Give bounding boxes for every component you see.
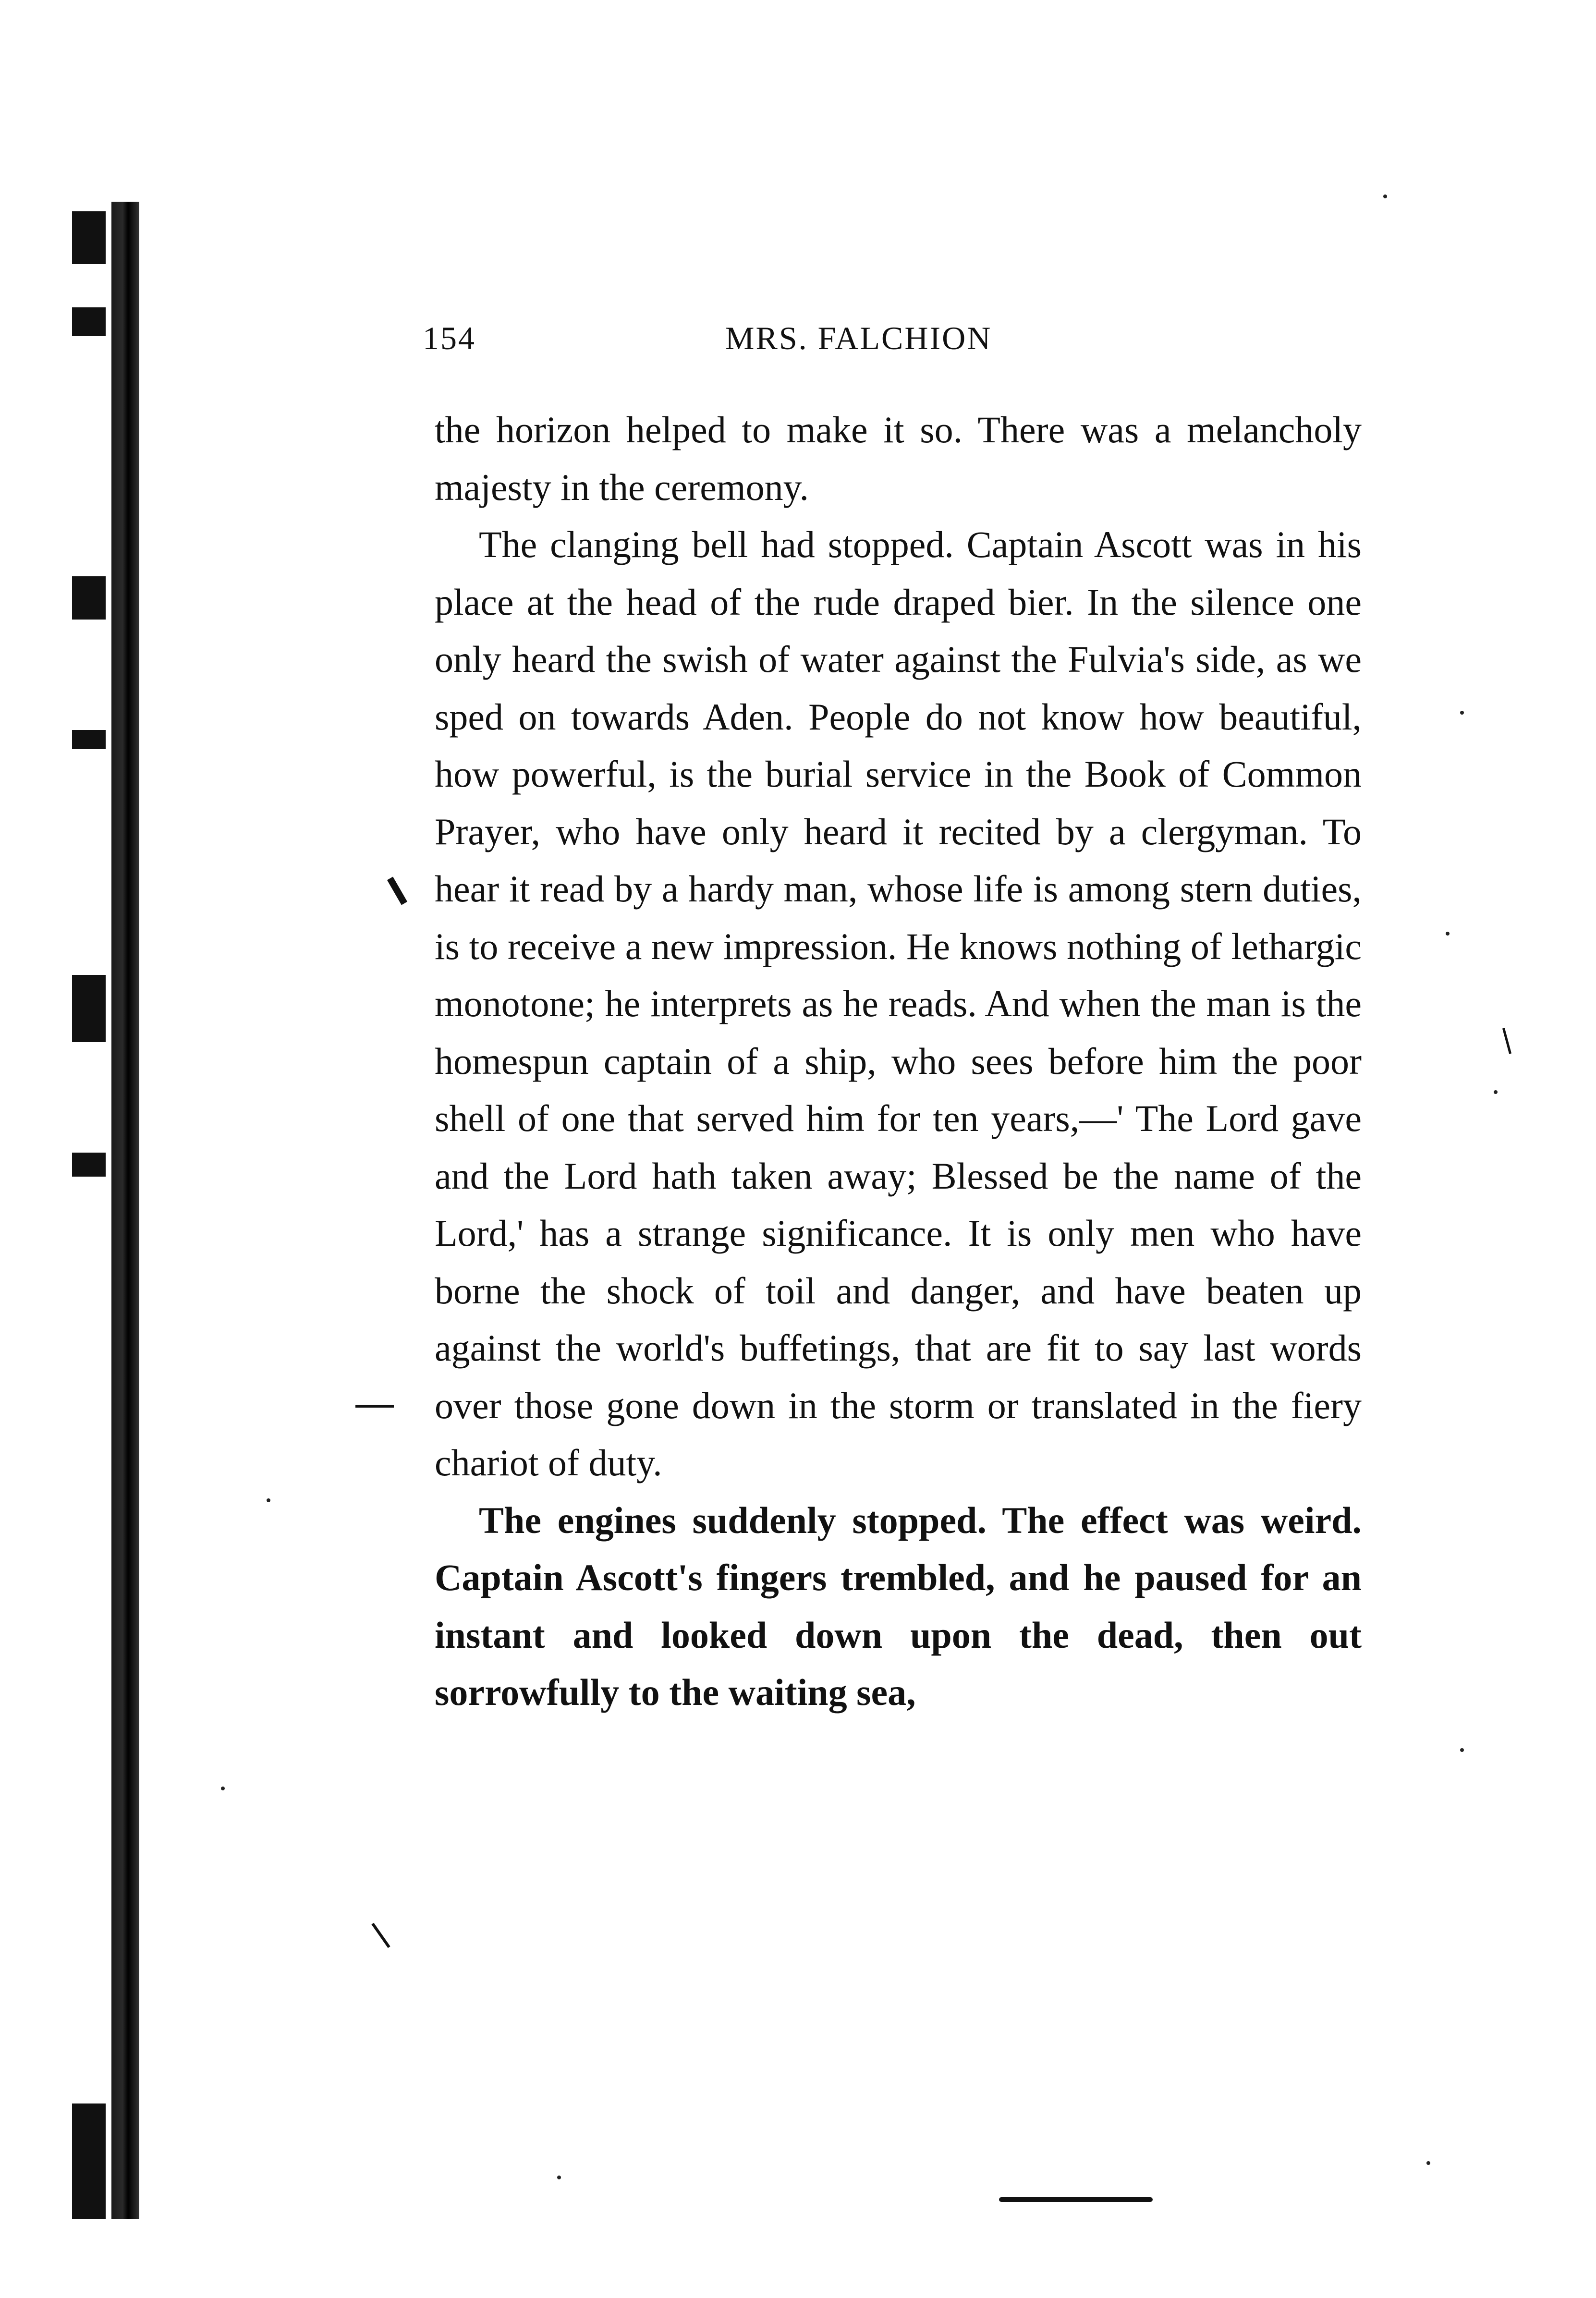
binding-artifact bbox=[72, 730, 106, 749]
scan-speck bbox=[1460, 1748, 1464, 1752]
body-text bbox=[435, 401, 1362, 1721]
margin-pencil-mark bbox=[1502, 1028, 1511, 1054]
scan-speck bbox=[267, 1498, 270, 1502]
binding-artifact bbox=[72, 307, 106, 336]
paragraph: The clanging bell had stopped. Captain Ascott was in his place at the head of the rude draped bier. In the silence one only heard the swish of water against the Fulvia's side, as we sped on towards Aden. People do not know how beautiful, how powerful, is the burial service in the Book of Common Prayer, who have only heard it recited by a clergyman. To hear it read by a hardy man, whose life is among stern duties, is to receive a new impression. He knows nothing of lethargic monotone; he interprets as he reads. And when the man is the homespun captain of a ship, who sees before him the poor shell of one that served him for ten years,—' The Lord gave and the Lord hath taken away; Blessed be the name of the Lord,' has a strange significance. It is only men who have borne the shock of toil and danger, and have beaten up against the world's buffetings, that are fit to say last words over those gone down in the storm or translated in the fiery chariot of duty. bbox=[435, 523, 1362, 1483]
margin-pencil-mark bbox=[355, 1405, 394, 1408]
scan-speck bbox=[1494, 1090, 1498, 1094]
margin-pencil-mark bbox=[371, 1923, 390, 1948]
paragraph: the horizon helped to make it so. There was a melancholy majesty in the ceremony. bbox=[435, 409, 1362, 508]
binding-edge bbox=[111, 202, 139, 2219]
running-header bbox=[423, 319, 1278, 363]
running-title: MRS. FALCHION bbox=[725, 320, 992, 356]
binding-artifact bbox=[72, 975, 106, 1042]
scan-speck bbox=[1460, 711, 1464, 715]
binding-artifact bbox=[72, 211, 106, 264]
page-number: 154 bbox=[423, 320, 476, 356]
scan-speck bbox=[221, 1787, 225, 1790]
scan-speck bbox=[1426, 2161, 1430, 2165]
paragraph: The engines suddenly stopped. The effect was weird. Captain Ascott's fingers trembled, and he paused for an instant and looked down upon the dead, then out sorrowfully to the waiting sea, bbox=[435, 1499, 1362, 1713]
scan-speck bbox=[557, 2176, 561, 2179]
scan-speck bbox=[1383, 195, 1387, 198]
margin-pencil-mark bbox=[387, 877, 407, 905]
binding-artifact bbox=[72, 1153, 106, 1177]
binding-artifact bbox=[72, 2103, 106, 2219]
margin-pencil-mark bbox=[999, 2197, 1153, 2202]
scan-speck bbox=[1446, 932, 1450, 936]
binding-artifact bbox=[72, 576, 106, 620]
